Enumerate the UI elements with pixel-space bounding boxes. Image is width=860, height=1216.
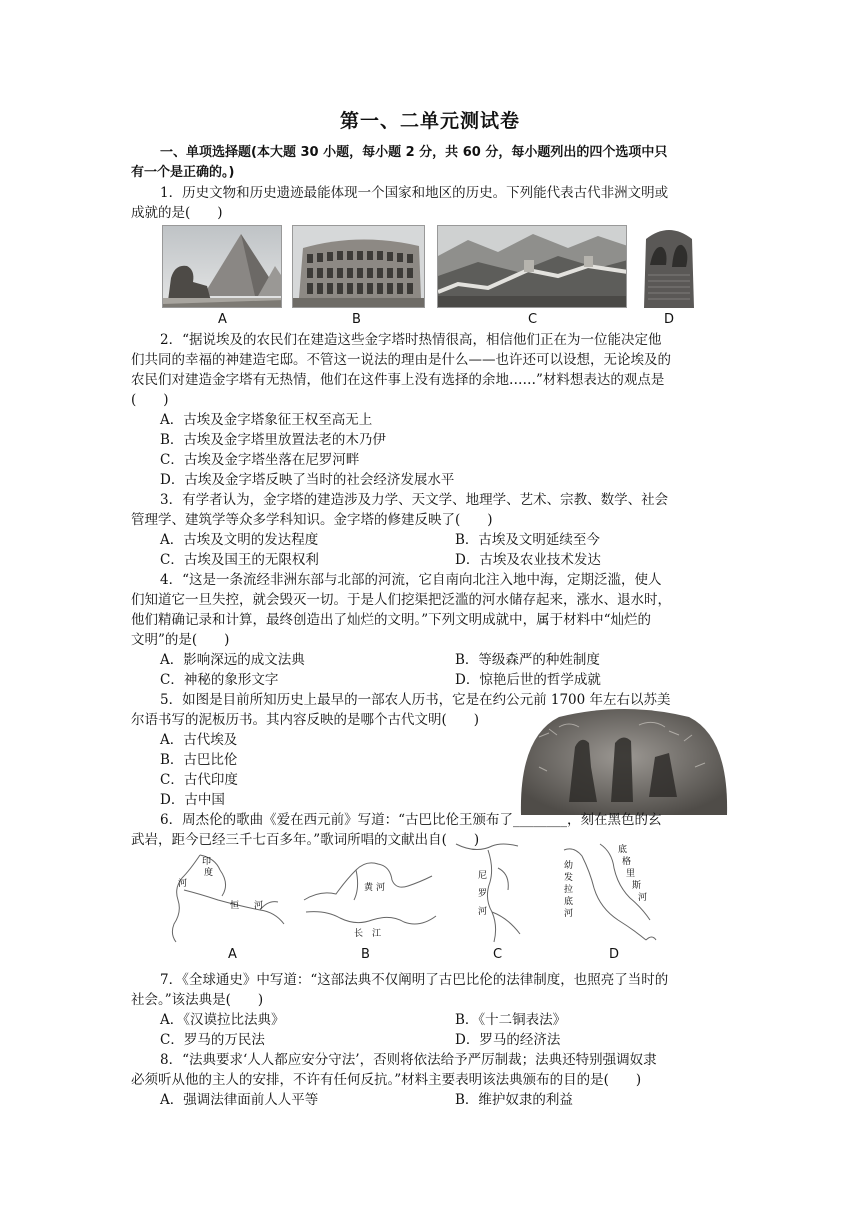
question-2-option-d: D．古埃及金字塔反映了当时的社会经济发展水平 [160,472,455,488]
question-6-line2: 武岩，距今已经三千七百多年。”歌词所唱的文献出自( ) [131,832,480,848]
photo-hammurabi-stele [638,225,700,308]
map-d-label: 斯 [632,881,642,891]
question-2-line4: ( ) [131,392,169,408]
question-7-option-a: A．《汉谟拉比法典》 [160,1012,285,1028]
question-3-line2: 管理学、建筑学等众多学科知识。金字塔的修建反映了( ) [131,512,493,528]
photo-sphinx-pyramids [162,225,282,308]
question-3-option-c: C．古埃及国王的无限权利 [160,552,319,568]
map-a-label: 河 [178,879,188,889]
question-4-option-b: B．等级森严的种姓制度 [455,652,600,668]
question-4-line3: 他们精确记录和计算，最终创造出了灿烂的文明。”下列文明成就中，属于材料中“灿烂的 [131,612,652,628]
question-7-option-b: B．《十二铜表法》 [455,1012,567,1028]
question-8-line1: 8．“法典要求‘人人都应安分守法’，否则将依法给予严厉制裁；法典还特别强调奴隶 [160,1052,657,1068]
question-7-option-d: D．罗马的经济法 [455,1032,561,1048]
question-4-line1: 4．“这是一条流经非洲东部与北部的河流，它自南向北注入地中海，定期泛滥，使人 [160,572,662,588]
question-2-line2: 们共同的幸福的神建造宅邸。不管这一说法的理由是什么——也许还可以设想，无论埃及的 [131,352,671,368]
map-c-label: 尼 [478,871,488,881]
map-b-label: 黄 [364,883,374,893]
question-2-option-c: C．古埃及金字塔坐落在尼罗河畔 [160,452,360,468]
question-7-line1: 7．《全球通史》中写道：“这部法典不仅阐明了古巴比伦的法律制度，也照亮了当时的 [160,972,669,988]
question-2-line3: 农民们对建造金字塔有无热情，他们在这件事上没有选择的余地……”材料想表达的观点是 [131,372,665,388]
caption-a: A [218,312,227,327]
map-caption-d: D [609,947,620,962]
map-a-indus-ganges [160,850,290,945]
question-4-line4: 文明”的是( ) [131,632,230,648]
map-c-label: 河 [478,907,488,917]
photo-colosseum [292,225,425,308]
map-d-label: 河 [638,893,648,903]
question-3-line1: 3．有学者认为，金字塔的建造涉及力学、天文学、地理学、艺术、宗教、数学、社会 [160,492,669,508]
question-2-line1: 2．“据说埃及的农民们在建造这些金字塔时热情很高，相信他们正在为一位能决定他 [160,332,662,348]
section-heading-line2: 有一个是正确的。) [131,165,235,180]
section-heading-line1: 一、单项选择题(本大题 30 小题，每小题 2 分，共 60 分，每小题列出的四个选项中只 [160,145,668,160]
map-d-label: 拉 [564,885,574,895]
photo-great-wall [437,225,627,308]
question-5-line2: 尔语书写的泥板历书。其内容反映的是哪个古代文明( ) [131,712,480,728]
question-1-line1: 1．历史文物和历史遗迹最能体现一个国家和地区的历史。下列能代表古代非洲文明或 [160,185,669,201]
question-3-option-b: B．古埃及文明延续至今 [455,532,600,548]
question-6-line1: 6．周杰伦的歌曲《爱在西元前》写道：“古巴比伦王颁布了________，刻在黑色的玄 [160,812,662,828]
question-4-option-c: C．神秘的象形文字 [160,672,279,688]
map-a-label: 度 [204,868,214,878]
map-b-label: 长 [354,929,364,939]
map-d-label: 里 [626,869,636,879]
question-2-option-b: B．古埃及金字塔里放置法老的木乃伊 [160,432,386,448]
map-c-nile [448,838,548,945]
map-b-label: 江 [372,929,382,939]
question-4-line2: 们知道它一旦失控，就会毁灭一切。于是人们挖渠把泛滥的河水储存起来，涨水、退水时， [131,592,671,608]
question-8-option-b: B．维护奴隶的利益 [455,1092,573,1108]
map-d-label: 格 [622,857,632,867]
map-d-label: 河 [564,909,574,919]
caption-c: C [528,312,538,327]
clay-tablet-image [519,707,729,817]
map-a-label: 河 [254,901,264,911]
map-c-label: 罗 [478,889,488,899]
question-5-option-d: D．古中国 [160,792,225,808]
map-caption-b: B [361,947,370,962]
question-4-option-d: D．惊艳后世的哲学成就 [455,672,601,688]
map-d-label: 底 [564,897,574,907]
question-2-option-a: A．古埃及金字塔象征王权至高无上 [160,412,373,428]
map-d-euphrates-tigris [560,838,672,945]
question-7-option-c: C．罗马的万民法 [160,1032,265,1048]
map-a-label: 印 [202,857,212,867]
question-5-line1: 5．如图是目前所知历史上最早的一部农人历书，它是在约公元前 1700 年左右以苏美 [160,692,671,708]
page-title: 第一、二单元测试卷 [339,110,520,132]
map-d-label: 幼 [564,861,574,871]
map-caption-a: A [228,947,237,962]
question-5-option-c: C．古代印度 [160,772,238,788]
map-a-label: 恒 [230,901,240,911]
question-1-line2: 成就的是( ) [131,205,223,221]
question-8-line2: 必须听从他的主人的安排，不许有任何反抗。”材料主要表明该法典颁布的目的是( ) [131,1072,642,1088]
map-b-label: 河 [376,883,386,893]
question-5-option-b: B．古巴比伦 [160,752,238,768]
question-3-option-d: D．古埃及农业技术发达 [455,552,601,568]
map-d-label: 发 [564,873,574,883]
map-d-label: 底 [618,845,628,855]
caption-b: B [352,312,361,327]
question-5-option-a: A．古代埃及 [160,732,238,748]
question-4-option-a: A．影响深远的成文法典 [160,652,305,668]
map-b-yellow-yangtze [300,850,440,945]
question-7-line2: 社会。”该法典是( ) [131,992,264,1008]
caption-d: D [664,312,675,327]
map-caption-c: C [493,947,503,962]
question-8-option-a: A．强调法律面前人人平等 [160,1092,319,1108]
question-3-option-a: A．古埃及文明的发达程度 [160,532,319,548]
